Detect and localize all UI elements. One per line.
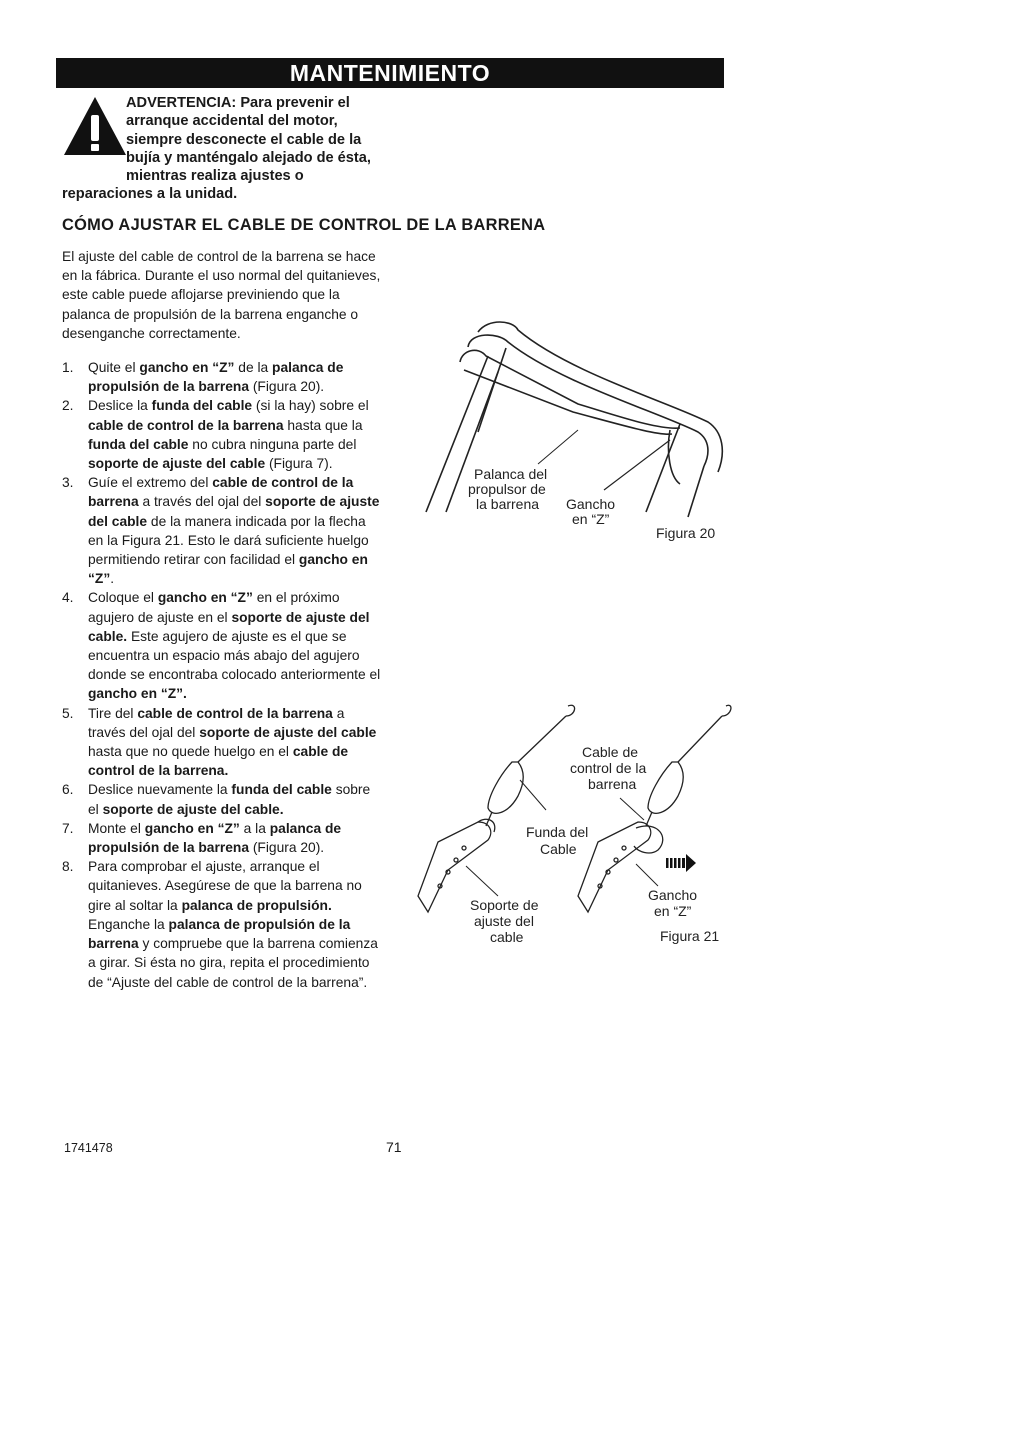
step-item: [62, 588, 382, 703]
step-item: [62, 396, 382, 473]
fig21-label-cable-2: control de la: [570, 760, 647, 776]
step-text: Monte el gancho en “Z” a la palanca de propulsión de la barrena (Figura 20).: [88, 820, 342, 856]
steps-list: [62, 358, 382, 992]
step-number: 3.: [62, 475, 74, 491]
fig21-label-hook-1: Gancho: [648, 887, 698, 903]
step-number: 7.: [62, 820, 74, 836]
arrow-icon: [666, 854, 696, 872]
fig20-label-lever-1: Palanca del: [474, 466, 548, 482]
warning-text: ADVERTENCIA: Para prevenir el arranque accidental del motor, siempre desconecte el cable de la bujía y manténgalo alejado de ésta, mientras realiza ajustes o reparaciones a la unidad.: [62, 95, 371, 203]
section-banner: [56, 58, 724, 88]
fig20-label-lever-3: la barrena: [476, 496, 540, 512]
fig20-label-hook-1: Gancho: [566, 496, 616, 512]
fig21-label-bracket-3: cable: [490, 929, 524, 945]
page-number: 71: [386, 1139, 402, 1155]
fig20-label-hook-2: en “Z”: [572, 511, 610, 527]
step-item: [62, 358, 382, 396]
step-text: Deslice nuevamente la funda del cable sobre el soporte de ajuste del cable.: [88, 782, 371, 817]
step-text: Coloque el gancho en “Z” en el próximo agujero de ajuste en el soporte de ajuste del cable. Este agujero de ajuste es el que se encuentra un espacio más abajo del agujero donde se encontraba colocado anteriormente el gancho en “Z”.: [88, 590, 381, 702]
step-item: [62, 780, 382, 818]
intro-paragraph: El ajuste del cable de control de la barrena se hace en la fábrica. Durante el uso normal del quitanieves, este cable puede aflojarse previniendo que la palanca de propulsión de la barrena enganche o desenganche correctamente.: [62, 249, 381, 341]
step-item: [62, 704, 382, 781]
fig21-label-cable-3: barrena: [588, 776, 637, 792]
fig21-label-bracket-1: Soporte de: [470, 897, 539, 913]
fig21-caption: Figura 21: [660, 928, 720, 944]
step-number: 5.: [62, 705, 74, 721]
step-number: 4.: [62, 590, 74, 606]
figure-21: [408, 700, 738, 952]
step-number: 8.: [62, 859, 74, 875]
step-text: Para comprobar el ajuste, arranque el quitanieves. Asegúrese de que la barrena no gire al soltar la palanca de propulsión. Enganche la palanca de propulsión de la barrena y compruebe que la barrena comienza a girar. Si ésta no gira, repita el procedimiento de “Ajuste del cable de control de la barrena”.: [88, 859, 378, 990]
fig21-label-bracket-2: ajuste del: [474, 913, 534, 929]
step-item: [62, 857, 382, 991]
step-item: [62, 819, 382, 857]
section-heading: CÓMO AJUSTAR EL CABLE DE CONTROL DE LA BARRENA: [62, 216, 546, 234]
document-number: 1741478: [64, 1141, 113, 1155]
fig21-label-boot-1: Funda del: [526, 824, 589, 840]
fig20-label-lever-2: propulsor de: [468, 481, 546, 497]
step-number: 6.: [62, 782, 74, 798]
figure-20: [418, 312, 736, 544]
banner-title: MANTENIMIENTO: [289, 60, 491, 86]
fig21-label-hook-2: en “Z”: [654, 903, 692, 919]
step-number: 1.: [62, 360, 74, 375]
fig21-label-boot-2: Cable: [540, 841, 577, 857]
warning-text-block: [62, 94, 372, 204]
step-text: Deslice la funda del cable (si la hay) sobre el cable de control de la barrena hasta que la funda del cable no cubra ninguna parte del soporte de ajuste del cable (Figura 7).: [88, 398, 369, 472]
fig21-label-cable-1: Cable de: [582, 744, 639, 760]
step-text: Tire del cable de control de la barrena a través del ojal del soporte de ajuste del cable hasta que no quede huelgo en el cable de control de la barrena.: [88, 705, 377, 779]
step-number: 2.: [62, 398, 74, 414]
fig20-caption: Figura 20: [656, 525, 716, 541]
step-text: Quite el gancho en “Z” de la palanca de propulsión de la barrena (Figura 20).: [88, 360, 344, 395]
step-item: [62, 473, 382, 588]
step-text: Guíe el extremo del cable de control de la barrena a través del ojal del soporte de ajuste del cable de la manera indicada por la flecha en la Figura 21. Esto le dará suficiente huelgo permitiendo retirar con facilidad el gancho en “Z”.: [88, 475, 380, 587]
